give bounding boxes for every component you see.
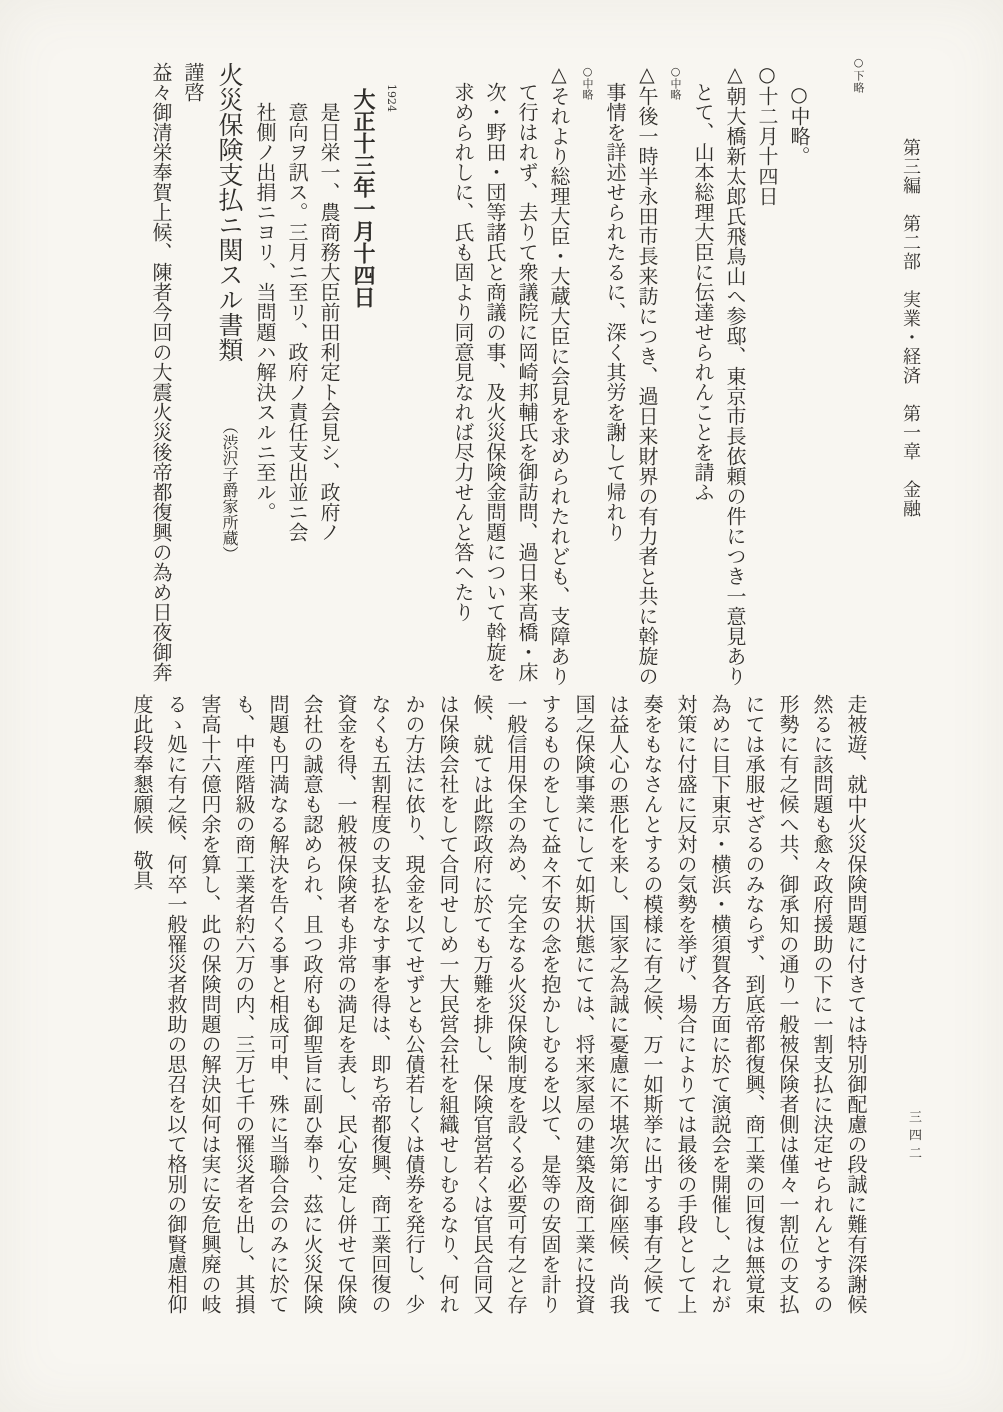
entry-line: 是日栄一、農商務大臣前田利定ト会見シ、政府ノ: [317, 62, 341, 542]
closing-sign: 敬具: [130, 850, 154, 890]
letter-line: 会社の誠意も認められ、且つ政府も御聖旨に副ひ奉り、茲に火災保険: [300, 694, 324, 1314]
letter-line: 走被遊、就中火災保険問題に付きては特別御配慮の段誠に難有深謝候: [844, 694, 868, 1314]
edge-note-omission: ○下略: [852, 56, 865, 94]
letter-line: かの方法に依り、現金を以てせずとも公債若しくは債券を発行し、少: [402, 694, 426, 1314]
diary-line: とて、山本総理大臣に伝達せられんことを請ふ: [691, 62, 715, 502]
letter-line: 国之保険事業にして如斯状態にては、将来家屋の建築及商工業に投資: [572, 694, 596, 1314]
letter-line: 然るに該問題も愈々政府援助の下に一割支払に決定せられんとするの: [810, 694, 834, 1314]
letter-line: 害高十六億円余を算し、此の保険問題の解決如何は実に安危興廃の岐: [198, 694, 222, 1314]
diary-line: △午後一時半永田市長来訪につき、過日来財界の有力者と共に斡旋の: [635, 62, 659, 686]
letter-line: 益々御清栄奉賀上候、陳者今回の大震火災後帝都復興の為め日夜御奔: [149, 62, 173, 682]
date-heading: 大正十三年一月十四日: [350, 88, 376, 308]
document-attribution: （渋沢子爵家所蔵）: [220, 418, 239, 562]
entry-line: 意向ヲ訊ス。三月ニ至リ、政府ノ責任支出並ニ会: [285, 62, 309, 542]
letter-line: にては承服せざるのみならず、到底帝都復興、商工業の回復は無覚束: [742, 694, 766, 1314]
upper-text-block: [145, 62, 815, 690]
entry-1924-heading: [345, 62, 401, 690]
diary-line: ○十二月十四日: [755, 62, 779, 206]
diary-line: ○中略。: [787, 62, 811, 166]
letter-line: 為めに目下東京・横浜・横須賀各方面に於て演説会を開催し、之れが: [708, 694, 732, 1314]
letter-line: 資金を得、一般被保険者も非常の満足を表し、民心安定し併せて保険: [334, 694, 358, 1314]
document-title-column: [209, 62, 249, 690]
letter-line: は益人心の悪化を来し、国家之為誠に憂慮に不堪次第に御座候、尚我: [606, 694, 630, 1314]
running-head: 第三編 第二部 実業・経済 第一章 金融: [900, 138, 921, 518]
letter-line: なくも五割程度の支払をなす事を得は、即ち帝都復興、商工業回復の: [368, 694, 392, 1314]
diary-line: て行はれず、去りて衆議院に岡崎邦輔氏を御訪問、過日来高橋・床: [515, 62, 539, 682]
page-number: 三四二: [906, 1110, 921, 1164]
diary-line: 事情を詳述せられたるに、深く其労を謝して帰れり: [603, 62, 627, 542]
letter-line: 候、就ては此際政府に於ても万難を排し、保険官営若くは官民合同又: [470, 694, 494, 1314]
letter-line: 対策に付盛に反対の気勢を挙げ、場合によりては最後の手段として上: [674, 694, 698, 1314]
letter-line: 一般信用保全の為め、完全なる火災保険制度を設くる必要可有之と存: [504, 694, 528, 1314]
letter-line: 問題も円満なる解決を告くる事と相成可申、殊に当聯合会のみに於て: [266, 694, 290, 1314]
closing-phrase: 度此段奉懇願候: [130, 694, 154, 834]
letter-line: するものをして益々不安の念を抱かしむるを以て、是等の安固を計り: [538, 694, 562, 1314]
letter-salutation: 謹啓: [181, 62, 205, 102]
diary-line: 次・野田・団等諸氏と商議の事、及火災保険金問題について斡旋を: [483, 62, 507, 682]
year-gloss: 1924: [385, 84, 398, 112]
document-title: 火災保険支払ニ関スル書類: [215, 62, 244, 362]
letter-line: 奏をもなさんとするの模様に有之候、万一如斯挙に出する事有之候て: [640, 694, 664, 1314]
diary-line: ○中略: [669, 65, 682, 100]
letter-closing-column: [125, 694, 159, 1329]
entry-line: 社側ノ出捐ニヨリ、当問題ハ解決スルニ至ル。: [253, 62, 277, 522]
letter-line: 形勢に有之候へ共、御承知の通り一般被保険者側は僅々一割位の支払: [776, 694, 800, 1314]
diary-line: 求められしに、氏も固より同意見なれば尽力せんと答へたり: [451, 62, 475, 622]
letter-line: は保険会社をして合同せしめ一大民営会社を組織せしむるなり、何れ: [436, 694, 460, 1314]
letter-line: も、中産階級の商工業者約六万の内、三万七千の罹災者を出し、其損: [232, 694, 256, 1314]
diary-line: ○中略: [581, 65, 594, 100]
diary-line: △それより総理大臣・大蔵大臣に会見を求められたれども、支障あり: [547, 62, 571, 686]
lower-text-block: [125, 694, 873, 1329]
diary-line: △朝大橋新太郎氏飛鳥山へ参邸、東京市長依頼の件につき一意見あり: [723, 62, 747, 686]
letter-line: るゝ処に有之候、何卒一般罹災者救助の思召を以て格別の御賢慮相仰: [164, 694, 188, 1314]
